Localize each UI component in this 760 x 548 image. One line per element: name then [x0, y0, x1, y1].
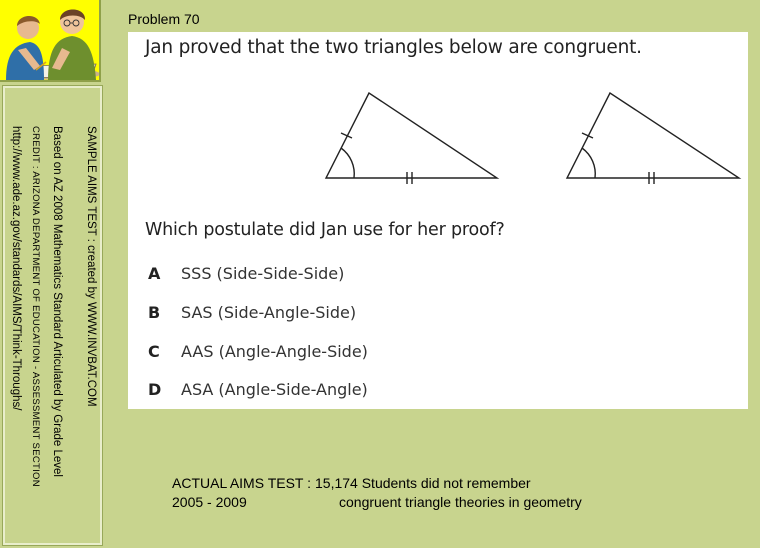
- credits-line-department: CREDIT : ARIZONA DEPARTMENT OF EDUCATION - ASSESSMENT SECTION: [30, 126, 41, 487]
- choice-text: SAS (Side-Angle-Side): [181, 303, 357, 322]
- credits-line-standard: Based on AZ 2008 Mathematics Standard Articulated by Grade Level: [51, 126, 63, 477]
- choice-letter: C: [148, 342, 160, 361]
- triangle-left: [326, 93, 497, 184]
- choice-letter: A: [148, 264, 161, 283]
- angle-arc-left: [341, 148, 354, 178]
- logo-clipart: [0, 0, 101, 82]
- question-prompt: Which postulate did Jan use for her proof?: [145, 220, 505, 240]
- choice-letter: B: [148, 303, 161, 322]
- footer-label-line2: 2005 - 2009: [172, 494, 247, 510]
- credits-line-url: http://www.ade.az.gov/standards/AIMS/Think-Throughs/: [10, 126, 22, 411]
- choice-text: AAS (Angle-Angle-Side): [181, 342, 368, 361]
- footer-stat-line1: 15,174 Students did not remember: [315, 475, 531, 491]
- question-card: [128, 32, 748, 409]
- angle-arc-right: [582, 148, 595, 178]
- choice-text: ASA (Angle-Side-Angle): [181, 380, 368, 399]
- choice-letter: D: [148, 380, 162, 399]
- footer-statistic: [315, 474, 582, 512]
- students-clipart-image: [0, 0, 101, 82]
- credits-line-created-by: SAMPLE AIMS TEST : created by WWW.INVBAT.COM: [85, 126, 97, 407]
- problem-number: Problem 70: [128, 11, 200, 27]
- question-text: Jan proved that the two triangles below are congruent.: [145, 37, 642, 58]
- answer-choice-c[interactable]: [148, 342, 368, 361]
- triangle-right: [567, 93, 739, 184]
- answer-choice-d[interactable]: [148, 380, 368, 399]
- choice-text: SSS (Side-Side-Side): [181, 264, 345, 283]
- answer-choice-a[interactable]: [148, 264, 344, 283]
- triangle-figures: [128, 32, 748, 212]
- footer-label: [172, 474, 311, 512]
- answer-choice-b[interactable]: [148, 303, 356, 322]
- footer-stat-line2: congruent triangle theories in geometry: [339, 494, 582, 510]
- footer-label-line1: ACTUAL AIMS TEST :: [172, 475, 312, 491]
